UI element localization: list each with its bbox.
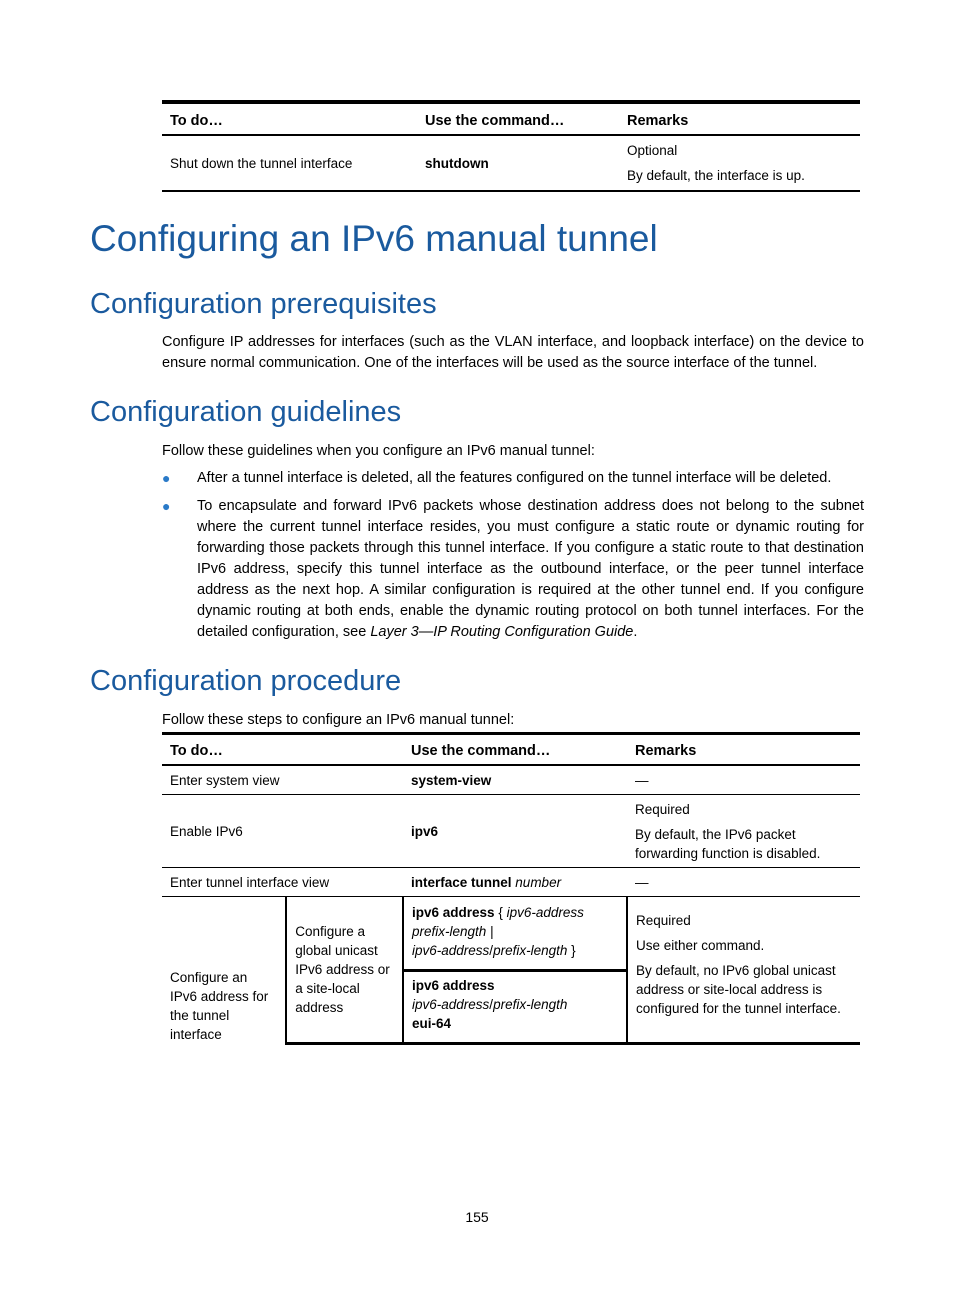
guide-reference: Layer 3—IP Routing Configuration Guide bbox=[370, 624, 634, 640]
command-argument: ipv6-address prefix-length bbox=[412, 905, 584, 939]
table-header-row bbox=[162, 102, 860, 135]
bullet-icon: ● bbox=[162, 498, 171, 514]
remark-line: Optional bbox=[627, 143, 678, 158]
remark-line: By default, the IPv6 packet forwarding function is disabled. bbox=[635, 826, 821, 861]
top-command-table bbox=[162, 100, 860, 192]
guideline-bullet-1: After a tunnel interface is deleted, all the features configured on the tunnel interface will be deleted. bbox=[197, 470, 832, 486]
guidelines-intro: Follow these guidelines when you configure an IPv6 manual tunnel: bbox=[162, 443, 595, 459]
prerequisites-text: Configure IP addresses for interfaces (such as the VLAN interface, and loopback interface) on the device to ensure normal communication. One of the interfaces will be used as the source interface of the tunnel. bbox=[162, 334, 864, 371]
page-number: 155 bbox=[465, 1209, 489, 1225]
bullet-2-end: . bbox=[633, 624, 638, 640]
remark-line: By default, no IPv6 global unicast address or site-local address is configured for the tunnel interface. bbox=[636, 963, 841, 1016]
command-slash: / bbox=[489, 997, 494, 1012]
cell-todo: Configure an IPv6 address for the tunnel interface bbox=[162, 897, 286, 1044]
cell-command: shutdown bbox=[425, 155, 489, 171]
cell-remarks bbox=[619, 135, 860, 191]
cell-todo: Shut down the tunnel interface bbox=[170, 155, 353, 171]
cell-subtodo: Configure a global unicast IPv6 address or a site-local address bbox=[286, 897, 403, 1044]
command-argument: ipv6-address bbox=[412, 943, 490, 958]
cell-todo: Enter tunnel interface view bbox=[162, 868, 403, 897]
cell-remarks bbox=[627, 795, 860, 868]
command-argument: ipv6-address bbox=[412, 997, 490, 1012]
bullet-icon: ● bbox=[162, 470, 171, 486]
command-brace: } bbox=[571, 943, 576, 958]
procedure-command-table bbox=[162, 732, 860, 1045]
cell-command bbox=[403, 868, 627, 897]
header-todo: To do… bbox=[162, 734, 403, 766]
cell-remarks: — bbox=[627, 765, 860, 795]
section-heading-guidelines: Configuration guidelines bbox=[90, 396, 402, 428]
guideline-bullet-2 bbox=[197, 496, 864, 643]
bullet-2-text: To encapsulate and forward IPv6 packets whose destination address does not belong to the subnet where the current tunnel interface resides, you must configure a static route or dynamic routing for forwarding those packets through this tunnel interface. If you configure a static route to that destination IPv6 address, specify this tunnel interface as the outbound interface, or the peer tunnel interface address as the next hop. A similar configuration is required at the other tunnel end. If you configure dynamic routing at both ends, enable the dynamic routing protocol on both tunnel interfaces. For the detailed configuration, see bbox=[197, 498, 864, 640]
command-keyword: eui-64 bbox=[412, 1016, 452, 1031]
cell-command: ipv6 bbox=[403, 795, 627, 868]
table-row bbox=[162, 897, 860, 971]
command-keyword: ipv6 address bbox=[412, 905, 495, 920]
cell-remarks: — bbox=[627, 868, 860, 897]
cell-command-b bbox=[403, 971, 627, 1044]
table-row bbox=[162, 795, 860, 868]
cell-remarks bbox=[627, 897, 860, 1044]
procedure-intro: Follow these steps to configure an IPv6 manual tunnel: bbox=[162, 712, 515, 728]
page-title: Configuring an IPv6 manual tunnel bbox=[90, 218, 658, 259]
remark-line: Required bbox=[635, 801, 690, 817]
remark-line: Required bbox=[636, 913, 691, 928]
table-row bbox=[162, 868, 860, 897]
command-separator: | bbox=[490, 924, 494, 939]
cell-command-a bbox=[403, 897, 627, 971]
table-header-row bbox=[162, 734, 860, 766]
command-argument: prefix-length bbox=[493, 997, 568, 1012]
section-heading-procedure: Configuration procedure bbox=[90, 665, 402, 697]
header-remarks: Remarks bbox=[619, 102, 860, 135]
command-argument: prefix-length bbox=[493, 943, 568, 958]
header-command: Use the command… bbox=[417, 102, 619, 135]
remark-line: By default, the interface is up. bbox=[627, 168, 805, 183]
header-command: Use the command… bbox=[403, 734, 627, 766]
remark-line: Use either command. bbox=[636, 938, 765, 953]
table-row bbox=[162, 135, 860, 191]
command-slash: / bbox=[489, 943, 494, 958]
header-remarks: Remarks bbox=[627, 734, 860, 766]
cell-todo: Enable IPv6 bbox=[162, 795, 403, 868]
header-todo: To do… bbox=[162, 102, 417, 135]
command-argument: number bbox=[515, 874, 562, 890]
command-brace: { bbox=[498, 905, 503, 920]
command-keyword: ipv6 address bbox=[412, 978, 495, 993]
section-heading-prerequisites: Configuration prerequisites bbox=[90, 288, 437, 320]
cell-todo: Enter system view bbox=[162, 765, 403, 795]
command-keyword: interface tunnel bbox=[411, 874, 512, 890]
table-row bbox=[162, 765, 860, 795]
cell-command: system-view bbox=[403, 765, 627, 795]
